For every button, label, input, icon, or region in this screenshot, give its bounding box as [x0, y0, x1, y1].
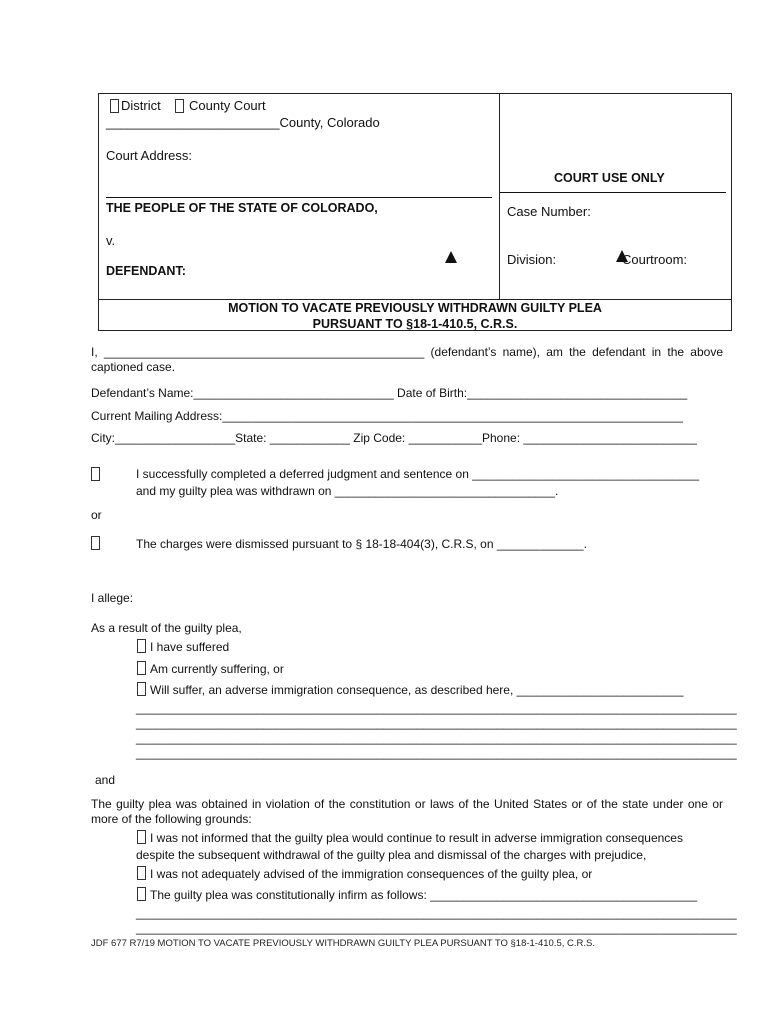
currently-suffering-label: Am currently suffering, or: [150, 662, 284, 676]
city-state-zip-line[interactable]: City:__________________State: ____________ Zip Code: ___________Phone: __________________________: [91, 431, 697, 445]
and-label: and: [95, 773, 116, 787]
county-court-checkbox[interactable]: [175, 99, 184, 113]
constitutionally-infirm-checkbox[interactable]: [137, 887, 146, 901]
caption-vertical-divider: [499, 93, 500, 299]
court-use-divider: [500, 192, 726, 193]
have-suffered-label: I have suffered: [150, 640, 230, 654]
intro-paragraph: I, ________________________________________________ (defendant’s name), am the defendant in the above captioned case.: [91, 345, 723, 374]
have-suffered-checkbox[interactable]: [137, 639, 146, 653]
or-label: or: [91, 508, 102, 522]
ground2-label: I was not adequately advised of the immigration consequences of the guilty plea, or: [150, 867, 593, 881]
county-court-label: County Court: [189, 98, 266, 113]
ground3-label: The guilty plea was constitutionally infirm as follows: ________________________________________: [150, 888, 698, 902]
will-suffer-checkbox[interactable]: [137, 682, 146, 696]
mailing-address-line[interactable]: Current Mailing Address:_____________________________________________________________________: [91, 409, 683, 423]
as-result-label: As a result of the guilty plea,: [91, 621, 242, 635]
case-number-label: Case Number:: [507, 204, 591, 219]
division-label: Division:: [507, 252, 557, 267]
option2-line: The charges were dismissed pursuant to § 18-18-404(3), C.R.S, on _____________.: [136, 537, 587, 551]
defendant-name-line[interactable]: Defendant’s Name:______________________________ Date of Birth:_________________________________: [91, 386, 688, 400]
motion-title-line1: MOTION TO VACATE PREVIOUSLY WITHDRAWN GUILTY PLEA: [228, 301, 602, 315]
footer-text: JDF 677 R7/19 MOTION TO VACATE PREVIOUSLY WITHDRAWN GUILTY PLEA PURSUANT TO §18-1-410.5, C.R.S.: [91, 938, 595, 949]
court-address-line[interactable]: [106, 197, 492, 198]
infirm-blank-line[interactable]: __________________________________________________________________________________________: [136, 921, 737, 935]
option1-line1: I successfully completed a deferred judgment and sentence on __________________________________: [136, 467, 700, 481]
versus-label: v.: [106, 233, 116, 248]
charges-dismissed-checkbox[interactable]: [91, 536, 100, 550]
not-advised-checkbox[interactable]: [137, 866, 146, 880]
consequence-blank-line[interactable]: __________________________________________________________________________________________: [136, 716, 737, 730]
court-address-label: Court Address:: [106, 148, 192, 163]
ground1-line2: despite the subsequent withdrawal of the guilty plea and dismissal of the charges with prejudice,: [136, 848, 647, 862]
infirm-blank-line[interactable]: __________________________________________________________________________________________: [136, 906, 737, 920]
people-line: THE PEOPLE OF THE STATE OF COLORADO,: [106, 201, 378, 215]
county-line[interactable]: ________________________County, Colorado: [106, 115, 380, 130]
consequence-blank-line[interactable]: __________________________________________________________________________________________: [136, 746, 737, 760]
grounds-intro: The guilty plea was obtained in violation of the constitution or laws of the United States or of the state under one or more of the following grounds:: [91, 797, 723, 826]
currently-suffering-checkbox[interactable]: [137, 661, 146, 675]
ground1-line1: I was not informed that the guilty plea would continue to result in adverse immigration consequences: [150, 831, 683, 845]
not-informed-checkbox[interactable]: [137, 830, 146, 844]
will-suffer-label: Will suffer, an adverse immigration consequence, as described here, _________________________: [150, 683, 684, 697]
consequence-blank-line[interactable]: __________________________________________________________________________________________: [136, 731, 737, 745]
court-use-triangle-icon: [445, 251, 457, 263]
district-label: District: [121, 98, 161, 113]
court-use-only-label: COURT USE ONLY: [554, 171, 665, 185]
district-checkbox[interactable]: [110, 99, 119, 113]
deferred-judgment-checkbox[interactable]: [91, 467, 100, 481]
option1-line2: and my guilty plea was withdrawn on _________________________________.: [136, 484, 559, 498]
i-allege-label: I allege:: [91, 591, 134, 605]
motion-title-line2: PURSUANT TO §18-1-410.5, C.R.S.: [312, 317, 518, 331]
courtroom-label: Courtroom:: [622, 252, 688, 267]
caption-horizontal-divider: [98, 299, 732, 300]
defendant-label: DEFENDANT:: [106, 264, 186, 278]
consequence-blank-line[interactable]: __________________________________________________________________________________________: [136, 701, 737, 715]
